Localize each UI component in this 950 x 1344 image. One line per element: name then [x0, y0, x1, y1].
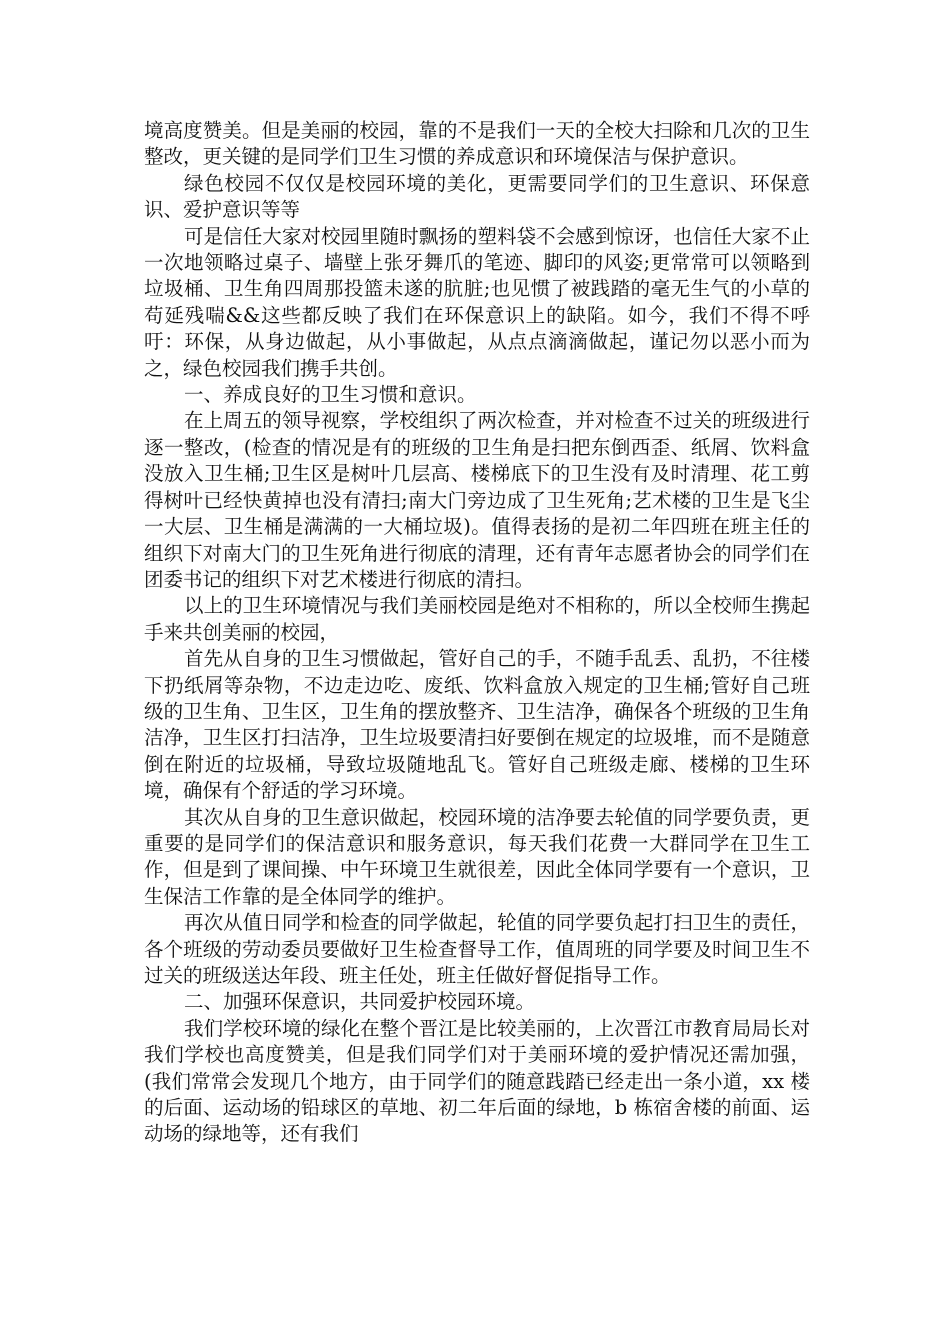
paragraph-third-duty: 再次从值日同学和检查的同学做起，轮值的同学要负起打扫卫生的责任，各个班级的劳动委员要做好卫生检查督导工作，值周班的同学要及时间卫生不过关的班级送达年段、班主任处，班主任做好督促指导工作。	[144, 911, 810, 987]
paragraph-greening: 我们学校环境的绿化在整个晋江是比较美丽的，上次晋江市教育局局长对我们学校也高度赞美，但是我们同学们对于美丽环境的爱护情况还需加强，(我们常常会发现几个地方，由于同学们的随意践踏已经走出一条小道，xx 楼的后面、运动场的铅球区的草地、初二年后面的绿地，b 栋宿舍楼的前面、运动场的绿地等，还有我们	[144, 1016, 810, 1146]
section-heading-hygiene-habits: 一、养成良好的卫生习惯和意识。	[184, 383, 477, 407]
section-heading-environmental-protection: 二、加强环保意识，共同爱护校园环境。	[184, 990, 536, 1014]
paragraph-green-campus: 绿色校园不仅仅是校园环境的美化，更需要同学们的卫生意识、环保意识、爱护意识等等	[144, 171, 810, 222]
paragraph-continuation: 境高度赞美。但是美丽的校园，靠的不是我们一天的全校大扫除和几次的卫生整改，更关键的是同学们卫生习惯的养成意识和环境保洁与保护意识。	[144, 119, 810, 169]
paragraph-inspection: 在上周五的领导视察，学校组织了两次检查，并对检查不过关的班级进行逐一整改，(检查的情况是有的班级的卫生角是扫把东倒西歪、纸屑、饮料盒没放入卫生桶;卫生区是树叶几层高、楼梯底下的卫生没有及时清理、花工剪得树叶已经快黄掉也没有清扫;南大门旁边成了卫生死角;艺术楼的卫生是飞尘一大层、卫生桶是满满的一大桶垃圾)。值得表扬的是初二年四班在班主任的组织下对南大门的卫生死角进行彻底的清理，还有青年志愿者协会的同学们在团委书记的组织下对艺术楼进行彻底的清扫。	[144, 409, 810, 591]
paragraph-environment-awareness: 可是信任大家对校园里随时飘扬的塑料袋不会感到惊讶，也信任大家不止一次地领略过桌子、墙壁上张牙舞爪的笔迹、脚印的风姿;更常常可以领略到垃圾桶、卫生角四周那投篮未遂的肮脏;也见惯了被践踏的毫无生气的小草的苟延残喘&&这些都反映了我们在环保意识上的缺陷。如今，我们不得不呼吁：环保，从身边做起，从小事做起，从点点滴滴做起，谨记勿以恶小而为之，绿色校园我们携手共创。	[144, 224, 810, 380]
paragraph-first-habits: 首先从自身的卫生习惯做起，管好自己的手，不随手乱丢、乱扔，不往楼下扔纸屑等杂物，不边走边吃、废纸、饮料盒放入规定的卫生桶;管好自己班级的卫生角、卫生区，卫生角的摆放整齐、卫生洁净，确保各个班级的卫生角洁净，卫生区打扫洁净，卫生垃圾要清扫好要倒在规定的垃圾堆，而不是随意倒在附近的垃圾桶，导致垃圾随地乱飞。管好自己班级走廊、楼梯的卫生环境，确保有个舒适的学习环境。	[144, 647, 810, 803]
document-body	[144, 118, 810, 1148]
paragraph-campus-situation: 以上的卫生环境情况与我们美丽校园是绝对不相称的，所以全校师生携起手来共创美丽的校园，	[144, 594, 810, 644]
paragraph-second-awareness: 其次从自身的卫生意识做起，校园环境的洁净要去轮值的同学要负责，更重要的是同学们的保洁意识和服务意识，每天我们花费一大群同学在卫生工作，但是到了课间操、中午环境卫生就很差，因此全体同学要有一个意识，卫生保洁工作靠的是全体同学的维护。	[144, 805, 810, 908]
